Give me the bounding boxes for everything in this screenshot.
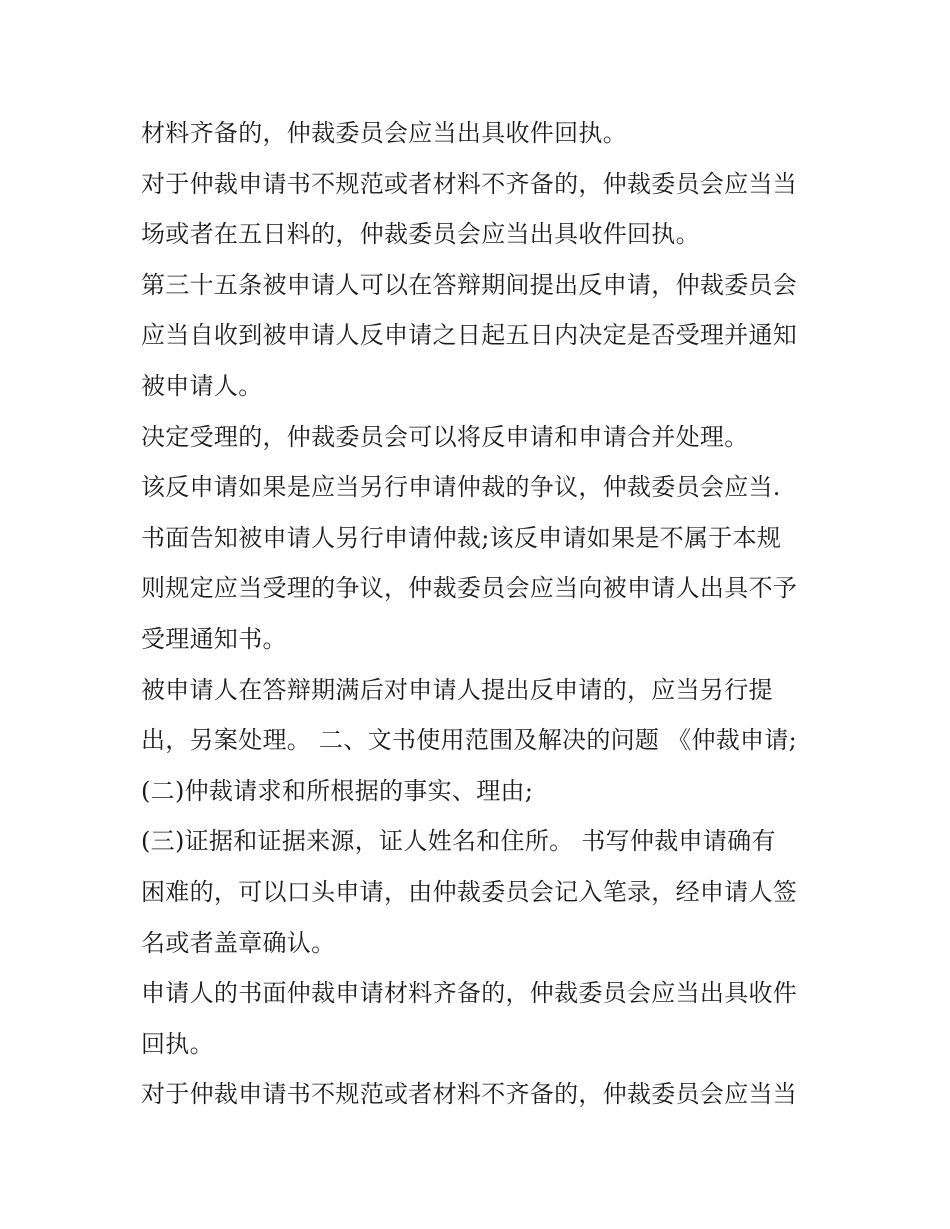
- text-line: 对于仲裁申请书不规范或者材料不齐备的，仲裁委员会应当当: [141, 1080, 798, 1109]
- text-line: 被申请人在答辩期满后对申请人提出反申请的，应当另行提: [141, 675, 773, 704]
- text-line: 书面告知被申请人另行申请仲裁;该反申请如果是不属于本规: [141, 523, 782, 552]
- text-line: 第三十五条被申请人可以在答辩期间提出反申请，仲裁委员会: [141, 270, 798, 299]
- text-line: 该反申请如果是应当另行申请仲裁的争议，仲裁委员会应当.: [141, 473, 781, 502]
- text-line: 回执。: [141, 1029, 214, 1058]
- text-line: 对于仲裁申请书不规范或者材料不齐备的，仲裁委员会应当当: [141, 169, 798, 198]
- text-line: 名或者盖章确认。: [141, 928, 336, 957]
- text-line: (三)证据和证据来源，证人姓名和住所。 书写仲裁申请确有: [141, 827, 776, 856]
- text-line: (二)仲裁请求和所根据的事实、理由;: [141, 776, 534, 805]
- text-line: 被申请人。: [141, 371, 263, 400]
- text-line: 决定受理的，仲裁委员会可以将反申请和申请合并处理。: [141, 422, 749, 451]
- text-line: 受理通知书。: [141, 624, 287, 653]
- text-line: 应当自收到被申请人反申请之日起五日内决定是否受理并通知: [141, 321, 798, 350]
- text-line: 申请人的书面仲裁申请材料齐备的，仲裁委员会应当出具收件: [141, 979, 798, 1008]
- text-line: 材料齐备的，仲裁委员会应当出具收件回执。: [141, 119, 627, 147]
- text-line: 出，另案处理。 二、文书使用范围及解决的问题 《仲裁申请;: [141, 726, 798, 755]
- document-body: [141, 108, 821, 1120]
- text-line: 困难的，可以口头申请，由仲裁委员会记入笔录，经申请人签: [141, 877, 798, 906]
- text-line: 场或者在五日料的，仲裁委员会应当出具收件回执。: [141, 220, 700, 249]
- text-line: 则规定应当受理的争议，仲裁委员会应当向被申请人出具不予: [141, 574, 798, 603]
